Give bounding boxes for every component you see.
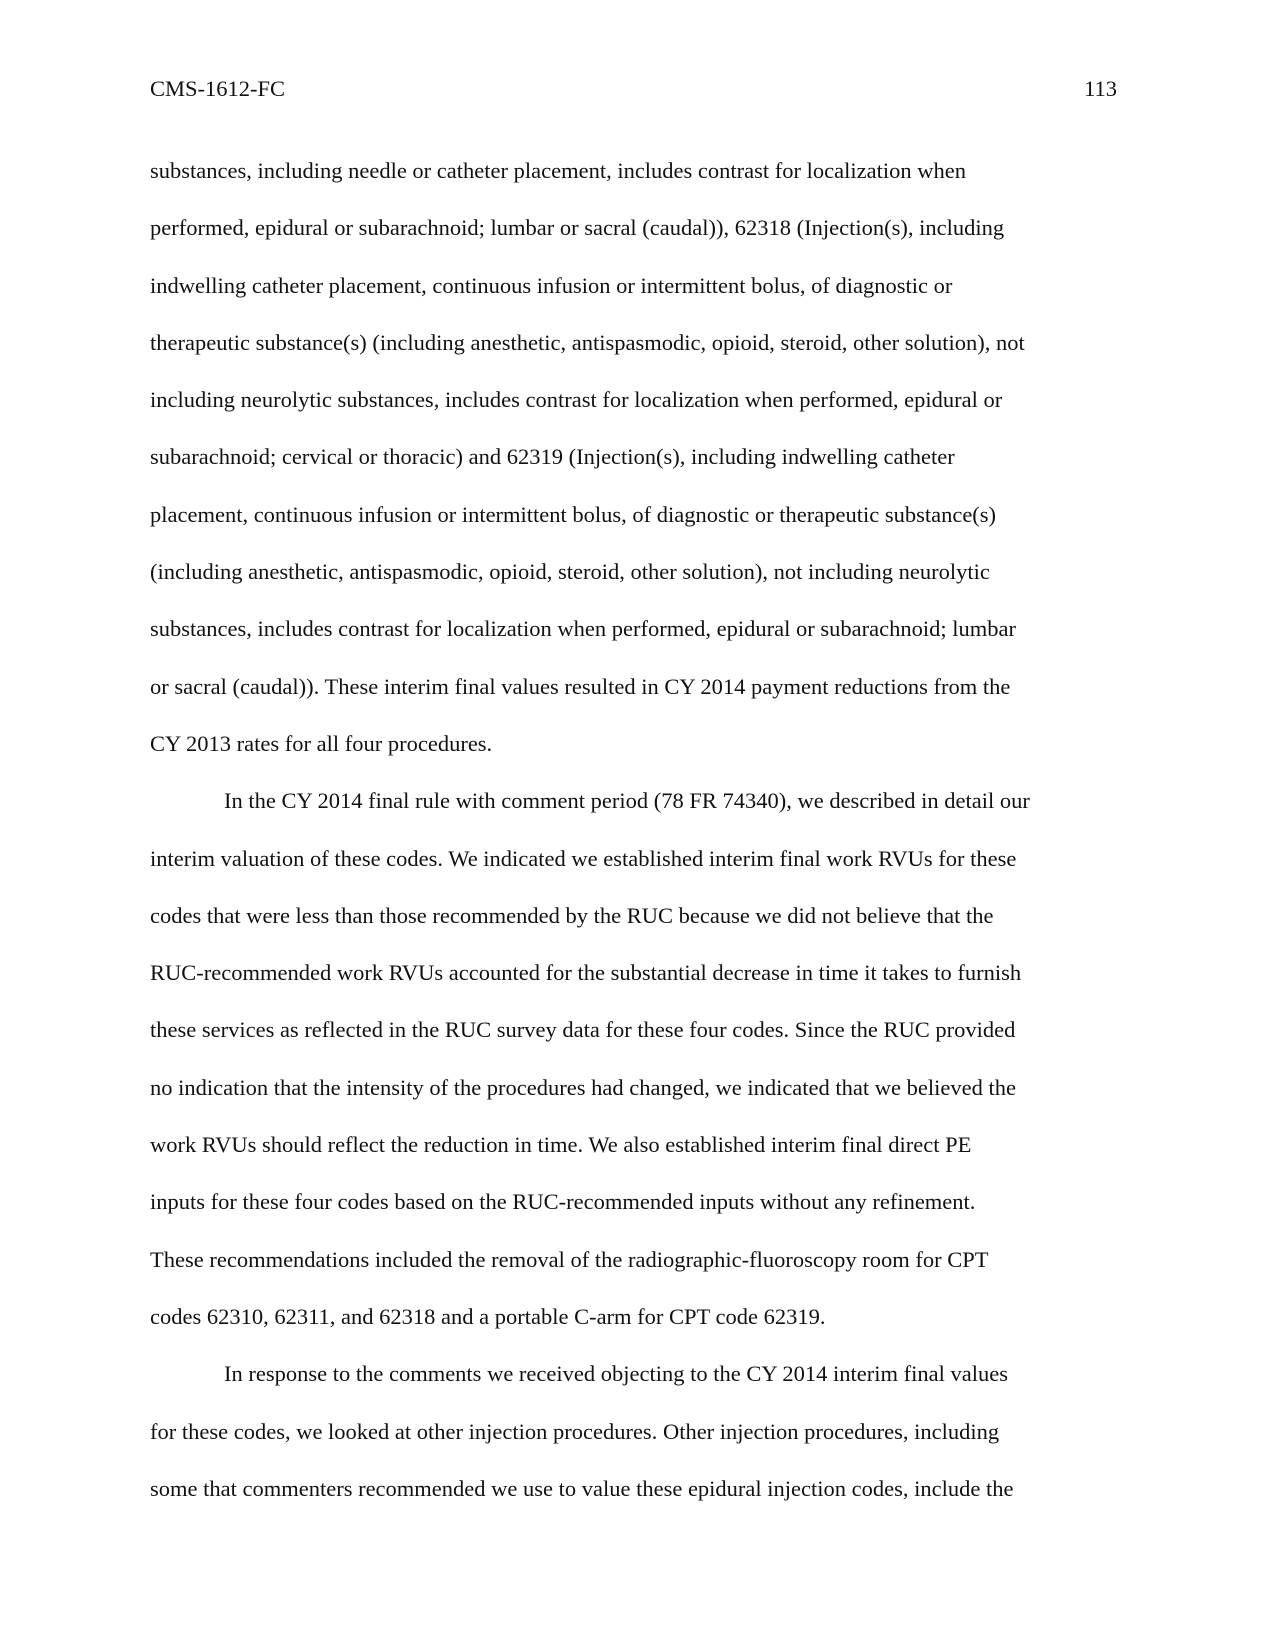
text-line: or sacral (caudal)). These interim final values resulted in CY 2014 payment reductions from the [150,673,1011,699]
text-line: performed, epidural or subarachnoid; lumbar or sacral (caudal)), 62318 (Injection(s), including [150,215,1005,241]
text-line: therapeutic substance(s) (including anesthetic, antispasmodic, opioid, steroid, other solution), not [150,329,1025,355]
text-line: inputs for these four codes based on the RUC-recommended inputs without any refinement. [150,1189,976,1215]
text-line: In the CY 2014 final rule with comment period (78 FR 74340), we described in detail our [224,788,1030,814]
text-line: placement, continuous infusion or intermittent bolus, of diagnostic or therapeutic substance(s) [150,501,997,527]
text-line: In response to the comments we received objecting to the CY 2014 interim final values [224,1361,1008,1387]
text-line: indwelling catheter placement, continuous infusion or intermittent bolus, of diagnostic or [150,272,953,298]
document-body [150,142,1117,1517]
paragraph [150,142,1117,772]
text-line: work RVUs should reflect the reduction in time. We also established interim final direct PE [150,1132,972,1158]
paragraph [150,772,1117,1345]
text-line: codes 62310, 62311, and 62318 and a portable C-arm for CPT code 62319. [150,1303,826,1329]
text-line: (including anesthetic, antispasmodic, opioid, steroid, other solution), not including neurolytic [150,559,990,585]
paragraph [150,1345,1117,1517]
page-header [150,74,1117,104]
text-line: these services as reflected in the RUC survey data for these four codes. Since the RUC provided [150,1017,1016,1043]
page-number: 113 [1084,76,1117,101]
text-line: These recommendations included the removal of the radiographic-fluoroscopy room for CPT [150,1246,989,1272]
text-line: codes that were less than those recommended by the RUC because we did not believe that the [150,902,994,928]
text-line: some that commenters recommended we use to value these epidural injection codes, include the [150,1475,1014,1501]
document-id: CMS-1612-FC [150,76,286,101]
text-line: interim valuation of these codes. We indicated we established interim final work RVUs for these [150,845,1017,871]
text-line: substances, including needle or catheter placement, includes contrast for localization when [150,158,966,183]
text-line: RUC-recommended work RVUs accounted for the substantial decrease in time it takes to furnish [150,960,1022,986]
text-line: for these codes, we looked at other injection procedures. Other injection procedures, including [150,1418,1000,1444]
text-line: substances, includes contrast for localization when performed, epidural or subarachnoid; lumbar [150,616,1016,642]
text-line: CY 2013 rates for all four procedures. [150,730,493,756]
text-line: including neurolytic substances, includes contrast for localization when performed, epidural or [150,387,1003,413]
text-line: no indication that the intensity of the procedures had changed, we indicated that we believed the [150,1074,1016,1100]
text-line: subarachnoid; cervical or thoracic) and 62319 (Injection(s), including indwelling catheter [150,444,955,470]
